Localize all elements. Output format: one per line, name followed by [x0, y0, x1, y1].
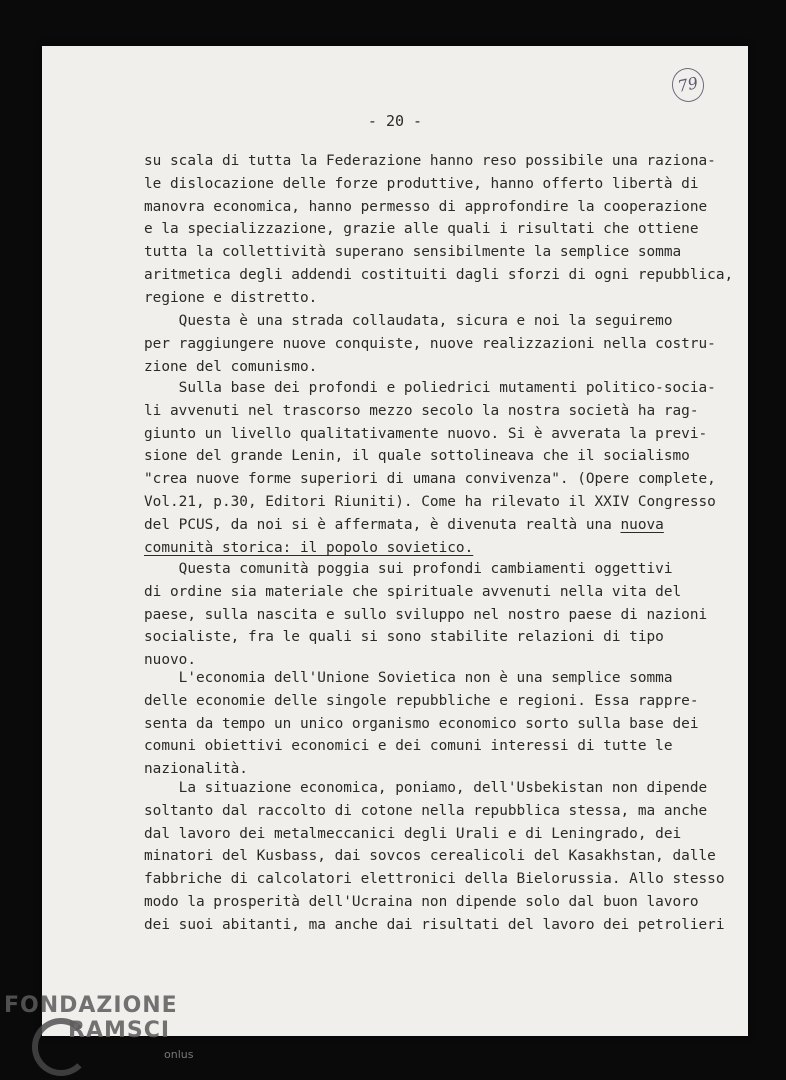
text-line: zione del comunismo.: [144, 358, 318, 375]
paragraph-3: [144, 377, 744, 559]
page-number: - 20 -: [367, 112, 423, 130]
text-line: sione del grande Lenin, il quale sottolineava che il socialismo: [144, 448, 690, 465]
text-line: paese, sulla nascita e sullo sviluppo nel nostro paese di nazioni: [144, 606, 708, 623]
text-line: di ordine sia materiale che spirituale avvenuti nella vita del: [144, 583, 682, 600]
folio-mark: 79: [669, 65, 707, 105]
text-line: li avvenuti nel trascorso mezzo secolo la nostra società ha rag-: [144, 402, 699, 419]
text-line: senta da tempo un unico organismo economico sorto sulla base dei: [144, 715, 699, 732]
underlined-text: comunità storica: il popolo sovietico.: [144, 539, 474, 556]
text-line: [144, 537, 744, 560]
text-line: aritmetica degli addendi costituiti dagli sforzi di ogni repubblica,: [144, 266, 734, 283]
text-line: modo la prosperità dell'Ucraina non dipende solo dal buon lavoro: [144, 893, 699, 910]
paragraph-6: [144, 777, 744, 937]
text-line: nazionalità.: [144, 761, 248, 778]
text-line: socialiste, fra le quali si sono stabilite relazioni di tipo: [144, 629, 664, 646]
text-line: [144, 514, 744, 537]
text-line: manovra economica, hanno permesso di approfondire la cooperazione: [144, 198, 708, 215]
text-line: L'economia dell'Unione Sovietica non è una semplice somma: [144, 670, 673, 686]
document-page: [42, 46, 748, 1036]
text-line: comuni obiettivi economici e dei comuni interessi di tutte le: [144, 738, 673, 755]
text-line: per raggiungere nuove conquiste, nuove realizzazioni nella costru-: [144, 335, 716, 352]
paragraph-4: [144, 558, 744, 672]
paragraph-1: [144, 150, 744, 310]
text-line: "crea nuove forme superiori di umana convivenza". (Opere complete,: [144, 471, 716, 488]
text-line: dal lavoro dei metalmeccanici degli Urali e di Leningrado, dei: [144, 825, 682, 842]
text-line: delle economie delle singole repubbliche e regioni. Essa rappre-: [144, 692, 699, 709]
text-line: Questa comunità poggia sui profondi cambiamenti oggettivi: [144, 561, 673, 577]
watermark-line-3: onlus: [164, 1048, 194, 1061]
text-line: nuovo.: [144, 652, 196, 669]
watermark-line-1: FONDAZIONE: [4, 993, 178, 1018]
text-line: giunto un livello qualitativamente nuovo. Si è avverata la previ-: [144, 425, 708, 442]
paragraph-2: [144, 310, 744, 378]
text-line: La situazione economica, poniamo, dell'Usbekistan non dipende: [144, 780, 708, 796]
text-line: dei suoi abitanti, ma anche dai risultati del lavoro dei petrolieri: [144, 916, 725, 933]
text-line: Vol.21, p.30, Editori Riuniti). Come ha rilevato il XXIV Congresso: [144, 493, 716, 510]
text-line: le dislocazione delle forze produttive, hanno offerto libertà di: [144, 175, 699, 192]
fondazione-gramsci-watermark: [4, 990, 204, 1076]
text-line: Sulla base dei profondi e poliedrici mutamenti politico-socia-: [144, 380, 716, 396]
text-line: e la specializzazione, grazie alle quali i risultati che ottiene: [144, 221, 699, 238]
text-line: soltanto dal raccolto di cotone nella repubblica stessa, ma anche: [144, 802, 708, 819]
text-line: regione e distretto.: [144, 289, 318, 306]
text-line: Questa è una strada collaudata, sicura e noi la seguiremo: [144, 313, 673, 329]
text-line: tutta la collettività superano sensibilmente la semplice somma: [144, 244, 682, 261]
text-line: minatori del Kusbass, dai sovcos cerealicoli del Kasakhstan, dalle: [144, 848, 716, 865]
paragraph-5: [144, 667, 744, 781]
watermark-line-2: RAMSCI: [68, 1018, 171, 1043]
text-line: su scala di tutta la Federazione hanno reso possibile una raziona-: [144, 153, 716, 169]
text-fragment: del PCUS, da noi si è affermata, è divenuta realtà una: [144, 516, 621, 533]
text-line: fabbriche di calcolatori elettronici della Bielorussia. Allo stesso: [144, 871, 725, 888]
underlined-text: nuova: [620, 516, 664, 533]
